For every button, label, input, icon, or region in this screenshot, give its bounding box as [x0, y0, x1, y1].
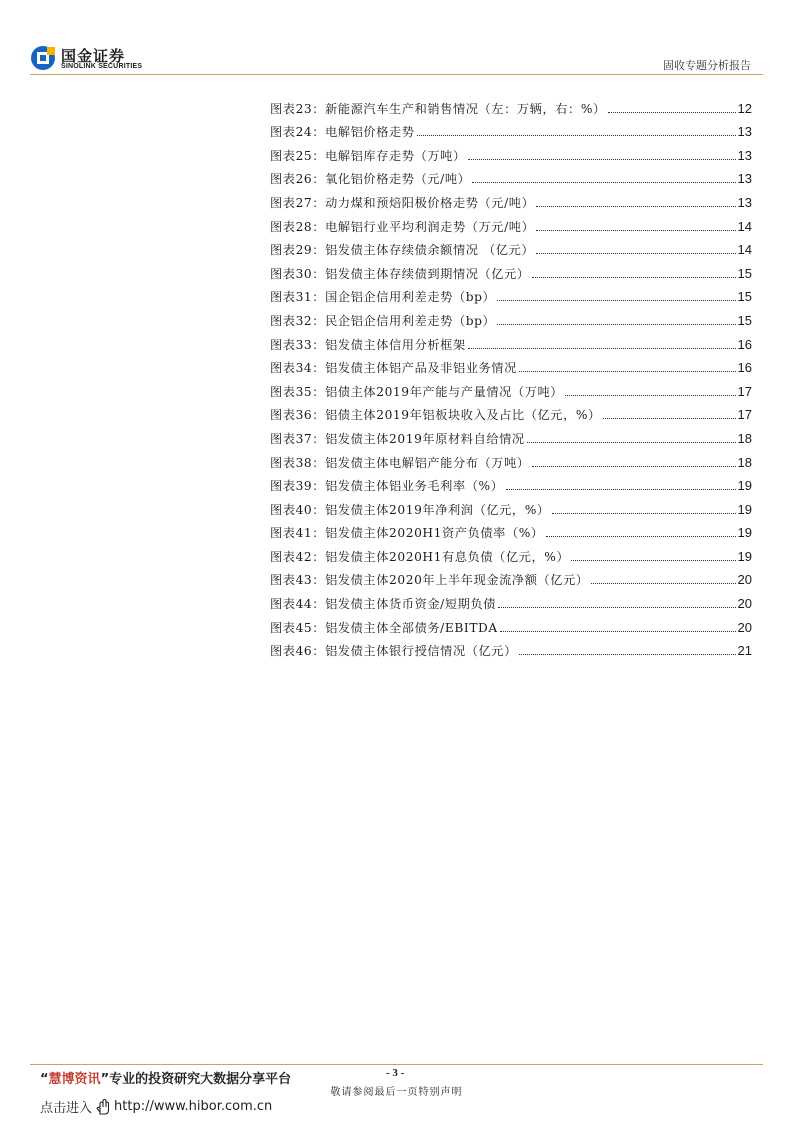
toc-entry-page: 16: [737, 336, 752, 352]
toc-entry[interactable]: [270, 494, 752, 518]
toc-dot-leader: [468, 347, 736, 349]
link-prefix: 点击进入: [40, 1101, 93, 1116]
toc-entry-title: 图表34：铝发债主体铝产品及非铝业务情况: [270, 361, 517, 376]
toc-dot-leader: [506, 488, 736, 490]
toc-entry[interactable]: [270, 353, 752, 377]
toc-entry[interactable]: [270, 612, 752, 636]
toc-entry-page: 19: [737, 525, 752, 541]
toc-entry-title: 图表42：铝发债主体2020H1有息负债（亿元，%）: [270, 549, 570, 564]
toc-entry-page: 20: [737, 572, 752, 588]
toc-dot-leader: [591, 582, 736, 584]
toc-dot-leader: [546, 535, 736, 537]
company-logo: [30, 45, 170, 75]
toc-entry[interactable]: [270, 211, 752, 235]
toc-dot-leader: [498, 606, 736, 608]
toc-entry[interactable]: [270, 305, 752, 329]
toc-dot-leader: [536, 252, 735, 254]
toc-dot-leader: [527, 441, 736, 443]
link-url[interactable]: http://www.hibor.com.cn: [114, 1099, 273, 1114]
toc-entry-page: 20: [737, 619, 752, 635]
toc-entry-page: 15: [737, 312, 752, 328]
logo-english-name: SINOLINK SECURITIES: [61, 63, 143, 70]
toc-entry[interactable]: [270, 376, 752, 400]
toc-entry-page: 19: [737, 548, 752, 564]
disclaimer: 敬请参阅最后一页特别声明: [330, 1087, 463, 1098]
report-type-title: 固收专题分析报告: [663, 59, 751, 72]
header-divider: [30, 74, 763, 75]
toc-dot-leader: [532, 465, 736, 467]
toc-entry[interactable]: [270, 282, 752, 306]
toc-entry-page: 20: [737, 596, 752, 612]
toc-entry[interactable]: [270, 400, 752, 424]
toc-entry-title: 图表23：新能源汽车生产和销售情况（左：万辆，右：%）: [270, 101, 606, 116]
toc-entry-title: 图表43：铝发债主体2020年上半年现金流净额（亿元）: [270, 573, 589, 588]
toc-entry-page: 15: [737, 265, 752, 281]
toc-dot-leader: [417, 134, 736, 136]
toc-dot-leader: [565, 394, 735, 396]
toc-entry-page: 14: [737, 242, 752, 258]
sinolink-logo-icon: [30, 45, 56, 71]
toc-dot-leader: [608, 111, 736, 113]
toc-entry-title: 图表45：铝发债主体全部债务/EBITDA: [270, 620, 498, 635]
toc-entry-title: 图表44：铝发债主体货币资金/短期负债: [270, 597, 497, 612]
toc-entry-title: 图表37：铝发债主体2019年原材料自给情况: [270, 431, 525, 446]
toc-entry-title: 图表39：铝发债主体铝业务毛利率（%）: [270, 479, 504, 494]
toc-entry[interactable]: [270, 588, 752, 612]
page-number: - 3 -: [386, 1067, 405, 1079]
toc-entry[interactable]: [270, 565, 752, 589]
toc-entry[interactable]: [270, 447, 752, 471]
toc-entry[interactable]: [270, 258, 752, 282]
toc-entry-title: 图表46：铝发债主体银行授信情况（亿元）: [270, 644, 517, 659]
toc-entry-title: 图表33：铝发债主体信用分析框架: [270, 337, 466, 352]
toc-entry[interactable]: [270, 541, 752, 565]
toc-entry-page: 19: [737, 501, 752, 517]
toc-entry-page: 15: [737, 289, 752, 305]
quote-close: ”: [100, 1072, 110, 1087]
toc-entry-title: 图表28：电解铝行业平均利润走势（万元/吨）: [270, 219, 535, 234]
toc-entry-page: 13: [737, 124, 752, 140]
toc-entry[interactable]: [270, 329, 752, 353]
hibor-brand: 慧博资讯: [48, 1072, 101, 1087]
figure-list: [270, 93, 752, 659]
toc-entry[interactable]: [270, 187, 752, 211]
toc-entry-page: 21: [737, 643, 752, 659]
toc-entry[interactable]: [270, 235, 752, 259]
toc-dot-leader: [536, 205, 735, 207]
toc-entry[interactable]: [270, 423, 752, 447]
toc-dot-leader: [571, 559, 735, 561]
toc-entry[interactable]: [270, 518, 752, 542]
footer-divider: [30, 1064, 763, 1065]
toc-dot-leader: [497, 323, 735, 325]
toc-entry[interactable]: [270, 471, 752, 495]
toc-entry-page: 13: [737, 147, 752, 163]
toc-entry-title: 图表41：铝发债主体2020H1资产负债率（%）: [270, 526, 544, 541]
toc-entry-page: 12: [737, 100, 752, 116]
toc-entry-title: 图表27：动力煤和预焙阳极价格走势（元/吨）: [270, 195, 535, 210]
toc-entry-title: 图表31：国企铝企信用利差走势（bp）: [270, 290, 496, 305]
slogan-text: 专业的投资研究大数据分享平台: [109, 1072, 292, 1087]
toc-entry-page: 14: [737, 218, 752, 234]
pointing-hand-icon: [94, 1098, 112, 1116]
quote-open: “: [40, 1072, 49, 1087]
toc-dot-leader: [519, 653, 736, 655]
toc-entry-title: 图表35：铝债主体2019年产能与产量情况（万吨）: [270, 384, 564, 399]
toc-dot-leader: [552, 512, 736, 514]
toc-dot-leader: [519, 370, 736, 372]
toc-entry-page: 17: [737, 383, 752, 399]
logo-chinese-name: 国金证券: [61, 47, 126, 65]
toc-entry-title: 图表24：电解铝价格走势: [270, 125, 415, 140]
toc-entry-page: 13: [737, 171, 752, 187]
toc-entry-title: 图表36：铝债主体2019年铝板块收入及占比（亿元，%）: [270, 408, 601, 423]
toc-entry[interactable]: [270, 636, 752, 660]
toc-entry-page: 18: [737, 430, 752, 446]
toc-dot-leader: [500, 630, 736, 632]
toc-entry-page: 19: [737, 478, 752, 494]
toc-dot-leader: [472, 181, 735, 183]
toc-entry-title: 图表25：电解铝库存走势（万吨）: [270, 148, 466, 163]
toc-entry[interactable]: [270, 164, 752, 188]
toc-entry-title: 图表32：民企铝企信用利差走势（bp）: [270, 313, 496, 328]
toc-dot-leader: [497, 299, 735, 301]
toc-entry[interactable]: [270, 140, 752, 164]
toc-entry-page: 13: [737, 194, 752, 210]
toc-entry-page: 17: [737, 407, 752, 423]
toc-entry[interactable]: [270, 117, 752, 141]
toc-dot-leader: [536, 229, 735, 231]
toc-entry-page: 18: [737, 454, 752, 470]
toc-entry-title: 图表40：铝发债主体2019年净利润（亿元，%）: [270, 502, 550, 517]
hibor-link[interactable]: [40, 1097, 272, 1116]
toc-entry[interactable]: [270, 93, 752, 117]
toc-entry-title: 图表26：氧化铝价格走势（元/吨）: [270, 172, 471, 187]
toc-entry-page: 16: [737, 360, 752, 376]
toc-dot-leader: [468, 158, 736, 160]
toc-dot-leader: [603, 417, 736, 419]
toc-entry-title: 图表30：铝发债主体存续债到期情况（亿元）: [270, 266, 530, 281]
toc-entry-title: 图表38：铝发债主体电解铝产能分布（万吨）: [270, 455, 530, 470]
page-header: [0, 0, 793, 80]
toc-dot-leader: [532, 276, 736, 278]
toc-entry-title: 图表29：铝发债主体存续债余额情况 （亿元）: [270, 243, 535, 258]
